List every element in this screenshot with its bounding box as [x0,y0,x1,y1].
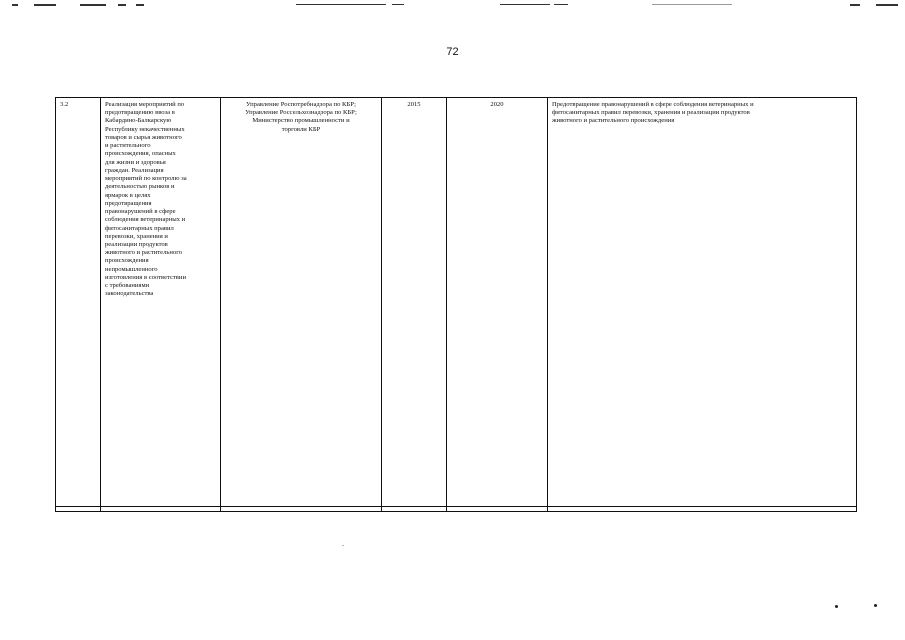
scan-artifact [296,4,386,5]
empty-cell [101,507,221,512]
measures-table [55,97,857,512]
row-number: 3.2 [60,101,69,108]
start-year-cell [382,98,447,507]
empty-cell [56,507,101,512]
scan-speck [342,545,344,546]
row-executors: Управление Роспотребнадзора по КБР; Управление Россельхознадзора по КБР; Министерство промышленности и торговли КБР [245,101,357,133]
empty-cell [382,507,447,512]
row-description: Реализация мероприятий по предотвращению ввоза в Кабардино-Балкарскую Республику некачественных товаров и сырья животного и растительного происхождения, опасных для жизни и здоровья граждан. Реализация мероприятий по контролю за деятельностью рынков и ярмарок в целях предотвращения правонарушений в сфере соблюдения ветеринарных и фитосанитарных правил перевозки, хранения и реализации продуктов животного и растительного происхождения непромышленного изготовления в соответствии с требованиями законодательства [105,101,187,298]
scan-artifact [876,4,898,6]
row-start-year: 2015 [407,101,421,108]
scan-artifact [652,4,732,5]
page-number: 72 [446,46,459,58]
description-cell [101,98,221,507]
table-row [56,98,857,507]
empty-cell [447,507,548,512]
end-year-cell [447,98,548,507]
scan-artifact [34,4,56,6]
scan-artifact [554,4,568,5]
scan-artifact [118,4,126,6]
row-number-cell [56,98,101,507]
scan-artifact [392,4,404,5]
executors-cell [221,98,382,507]
scan-artifact [850,4,860,6]
scan-speck [874,604,877,607]
scan-speck [835,605,838,608]
empty-cell [221,507,382,512]
scan-artifact [500,4,550,5]
scan-artifact [80,4,106,6]
scan-artifact [12,4,18,6]
scan-artifact [136,4,144,6]
table-row-bottom [56,507,857,512]
result-cell [548,98,857,507]
row-result: Предотвращение правонарушений в сфере соблюдения ветеринарных и фитосанитарных правил перевозки, хранения и реализации продуктов животного и растительного происхождения [552,101,754,125]
empty-cell [548,507,857,512]
row-end-year: 2020 [490,101,504,108]
